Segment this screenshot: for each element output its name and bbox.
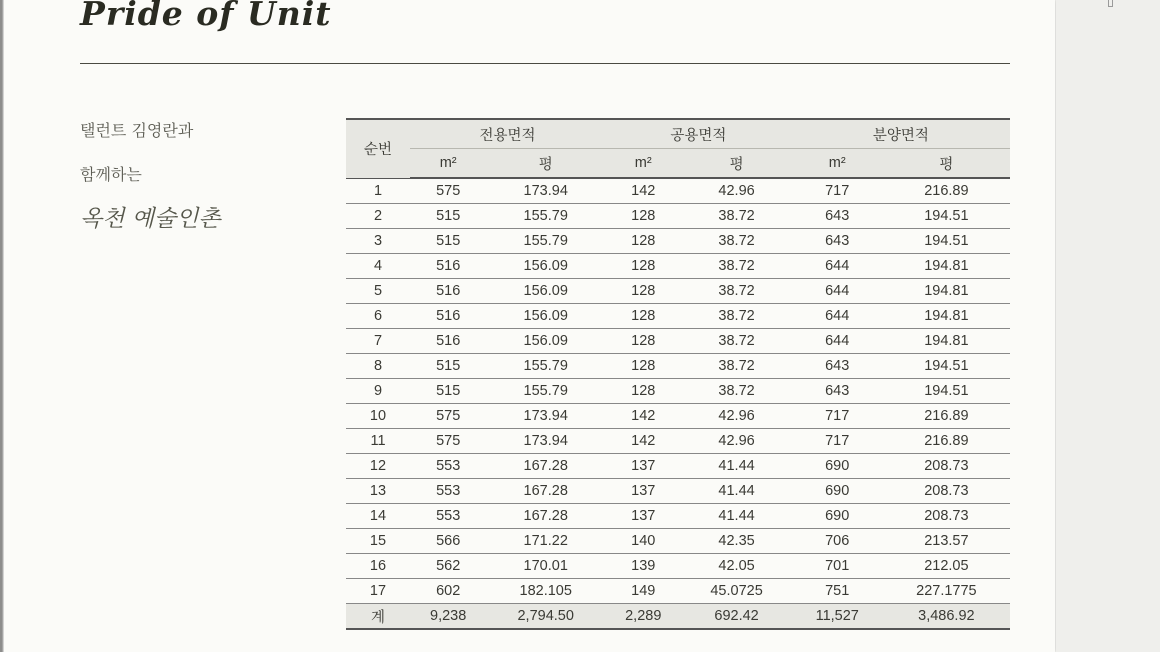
total-cell: 계: [346, 604, 410, 630]
table-cell: 38.72: [681, 279, 791, 304]
table-cell: 149: [605, 579, 681, 604]
table-cell: 128: [605, 329, 681, 354]
side-text-line2: 함께하는: [80, 165, 142, 184]
table-cell: 194.81: [883, 279, 1010, 304]
total-cell: 2,289: [605, 604, 681, 630]
table-cell: 553: [410, 454, 486, 479]
table-row: [346, 229, 1010, 254]
page-title: Pride of Unit: [80, 0, 332, 33]
table-row: [346, 178, 1010, 204]
table-cell: 208.73: [883, 504, 1010, 529]
table-cell: 140: [605, 529, 681, 554]
header-unit: m²: [605, 149, 681, 179]
table-cell: 516: [410, 329, 486, 354]
row-number-cell: 12: [346, 454, 410, 479]
table-row: [346, 554, 1010, 579]
table-cell: 706: [792, 529, 883, 554]
table-cell: 128: [605, 204, 681, 229]
table-cell: 142: [605, 429, 681, 454]
panel-mark-icon: [1108, 0, 1113, 7]
table-cell: 41.44: [681, 454, 791, 479]
table-cell: 171.22: [486, 529, 605, 554]
table-cell: 515: [410, 204, 486, 229]
table-cell: 156.09: [486, 304, 605, 329]
table-cell: 128: [605, 229, 681, 254]
table-row: [346, 304, 1010, 329]
table-cell: 194.51: [883, 379, 1010, 404]
table-header-row: [346, 119, 1010, 149]
table-cell: 644: [792, 329, 883, 354]
table-cell: 38.72: [681, 229, 791, 254]
table-cell: 644: [792, 279, 883, 304]
table-cell: 194.81: [883, 254, 1010, 279]
header-unit: 평: [486, 149, 605, 179]
row-number-cell: 13: [346, 479, 410, 504]
table-row: [346, 254, 1010, 279]
table-cell: 42.96: [681, 429, 791, 454]
table-cell: 173.94: [486, 404, 605, 429]
table-cell: 173.94: [486, 178, 605, 204]
table-cell: 516: [410, 304, 486, 329]
table-row: [346, 529, 1010, 554]
table-cell: 38.72: [681, 254, 791, 279]
table-cell: 575: [410, 404, 486, 429]
table-cell: 182.105: [486, 579, 605, 604]
table-cell: 515: [410, 354, 486, 379]
side-text-line3: 옥천 예술인촌: [80, 206, 221, 232]
row-number-cell: 14: [346, 504, 410, 529]
table-cell: 643: [792, 354, 883, 379]
table-cell: 515: [410, 379, 486, 404]
table-row: [346, 504, 1010, 529]
table-cell: 41.44: [681, 504, 791, 529]
table-cell: 167.28: [486, 454, 605, 479]
side-text-line1: 탤런트 김영란과: [80, 121, 194, 140]
total-cell: 2,794.50: [486, 604, 605, 630]
table-cell: 194.51: [883, 354, 1010, 379]
table-cell: 137: [605, 479, 681, 504]
table-cell: 156.09: [486, 329, 605, 354]
total-cell: 692.42: [681, 604, 791, 630]
table-cell: 42.96: [681, 178, 791, 204]
table-cell: 602: [410, 579, 486, 604]
table-cell: 137: [605, 504, 681, 529]
total-cell: 11,527: [792, 604, 883, 630]
table-cell: 194.51: [883, 204, 1010, 229]
total-cell: 9,238: [410, 604, 486, 630]
row-number-cell: 16: [346, 554, 410, 579]
table-total-row: [346, 604, 1010, 630]
table-cell: 515: [410, 229, 486, 254]
row-number-cell: 15: [346, 529, 410, 554]
table-row: [346, 329, 1010, 354]
table-cell: 128: [605, 254, 681, 279]
header-unit: m²: [792, 149, 883, 179]
table-cell: 41.44: [681, 479, 791, 504]
unit-area-table: [346, 118, 1010, 630]
table-cell: 155.79: [486, 229, 605, 254]
table-cell: 208.73: [883, 479, 1010, 504]
row-number-cell: 10: [346, 404, 410, 429]
table-cell: 42.05: [681, 554, 791, 579]
table-cell: 38.72: [681, 329, 791, 354]
table-cell: 42.35: [681, 529, 791, 554]
table-cell: 156.09: [486, 254, 605, 279]
row-number-cell: 1: [346, 178, 410, 204]
table-cell: 690: [792, 504, 883, 529]
table-cell: 155.79: [486, 354, 605, 379]
table-row: [346, 429, 1010, 454]
row-number-cell: 4: [346, 254, 410, 279]
table-cell: 717: [792, 404, 883, 429]
table-cell: 128: [605, 379, 681, 404]
table-cell: 194.81: [883, 329, 1010, 354]
header-group-common: 공용면적: [605, 119, 792, 149]
table-cell: 701: [792, 554, 883, 579]
header-group-sale: 분양면적: [792, 119, 1010, 149]
row-number-cell: 5: [346, 279, 410, 304]
table-cell: 213.57: [883, 529, 1010, 554]
header-no: 순번: [346, 119, 410, 178]
table-cell: 575: [410, 178, 486, 204]
row-number-cell: 11: [346, 429, 410, 454]
row-number-cell: 2: [346, 204, 410, 229]
table-cell: 208.73: [883, 454, 1010, 479]
table-cell: 216.89: [883, 429, 1010, 454]
table-cell: 142: [605, 404, 681, 429]
total-cell: 3,486.92: [883, 604, 1010, 630]
header-unit: m²: [410, 149, 486, 179]
table-cell: 553: [410, 504, 486, 529]
table-row: [346, 379, 1010, 404]
table-cell: 38.72: [681, 354, 791, 379]
table-row: [346, 479, 1010, 504]
table-cell: 167.28: [486, 479, 605, 504]
header-group-exclusive: 전용면적: [410, 119, 605, 149]
row-number-cell: 9: [346, 379, 410, 404]
table-cell: 690: [792, 479, 883, 504]
table-cell: 38.72: [681, 204, 791, 229]
table-cell: 173.94: [486, 429, 605, 454]
table-cell: 717: [792, 429, 883, 454]
table-body: [346, 178, 1010, 604]
table-cell: 156.09: [486, 279, 605, 304]
table-cell: 566: [410, 529, 486, 554]
header-unit: 평: [883, 149, 1010, 179]
table-cell: 516: [410, 279, 486, 304]
table-row: [346, 454, 1010, 479]
row-number-cell: 17: [346, 579, 410, 604]
table-cell: 717: [792, 178, 883, 204]
table-row: [346, 354, 1010, 379]
table-cell: 167.28: [486, 504, 605, 529]
table-cell: 643: [792, 379, 883, 404]
table-row: [346, 279, 1010, 304]
table-cell: 194.81: [883, 304, 1010, 329]
header-unit: 평: [681, 149, 791, 179]
viewer-side-panel: [1056, 0, 1160, 652]
page-binding-edge: [0, 0, 4, 652]
table-cell: 751: [792, 579, 883, 604]
row-number-cell: 3: [346, 229, 410, 254]
table-cell: 553: [410, 479, 486, 504]
table-cell: 137: [605, 454, 681, 479]
table-cell: 142: [605, 178, 681, 204]
table-cell: 216.89: [883, 404, 1010, 429]
table-row: [346, 204, 1010, 229]
table-cell: 38.72: [681, 304, 791, 329]
table-unit-row: [346, 149, 1010, 179]
table-row: [346, 404, 1010, 429]
table-cell: 38.72: [681, 379, 791, 404]
table-cell: 194.51: [883, 229, 1010, 254]
table-cell: 170.01: [486, 554, 605, 579]
table-cell: 227.1775: [883, 579, 1010, 604]
table-cell: 643: [792, 204, 883, 229]
table-cell: 139: [605, 554, 681, 579]
table-cell: 155.79: [486, 379, 605, 404]
table-cell: 575: [410, 429, 486, 454]
table-cell: 216.89: [883, 178, 1010, 204]
row-number-cell: 7: [346, 329, 410, 354]
table-cell: 155.79: [486, 204, 605, 229]
title-divider: [80, 63, 1010, 64]
table-cell: 690: [792, 454, 883, 479]
table-cell: 42.96: [681, 404, 791, 429]
table-cell: 128: [605, 354, 681, 379]
table-cell: 128: [605, 304, 681, 329]
table-cell: 128: [605, 279, 681, 304]
table-cell: 562: [410, 554, 486, 579]
table-cell: 516: [410, 254, 486, 279]
table-cell: 643: [792, 229, 883, 254]
table-cell: 45.0725: [681, 579, 791, 604]
table-row: [346, 579, 1010, 604]
row-number-cell: 8: [346, 354, 410, 379]
table-cell: 644: [792, 304, 883, 329]
table-cell: 644: [792, 254, 883, 279]
table-cell: 212.05: [883, 554, 1010, 579]
row-number-cell: 6: [346, 304, 410, 329]
